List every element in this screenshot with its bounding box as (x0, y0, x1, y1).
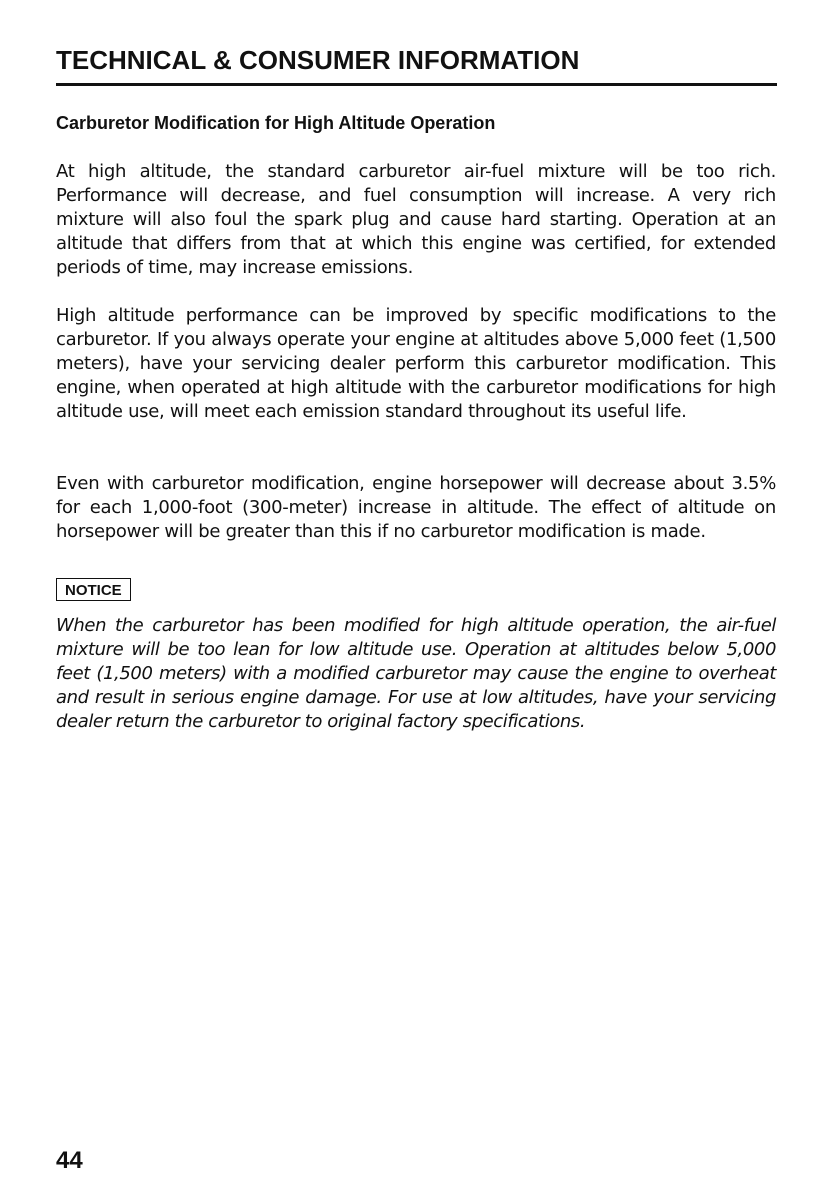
paragraph-horsepower-decrease: Even with carburetor modification, engine horsepower will decrease about 3.5% for each 1,000-foot (300-meter) increase in altitude. The effect of altitude on horsepower will be greater than this if no carburetor modification is made. (56, 473, 776, 542)
page-number: 44 (56, 1147, 83, 1174)
notice-text: When the carburetor has been modified for high altitude operation, the air-fuel mixture will be too lean for low altitude use. Operation at altitudes below 5,000 feet (1,500 meters) with a modified carburetor may cause the engine to overheat and result in serious engine damage. For use at low altitudes, have your servicing dealer return the carburetor to original factory specifications. (56, 615, 776, 732)
paragraph-high-altitude-effects: At high altitude, the standard carburetor air-fuel mixture will be too rich. Performance will decrease, and fuel consumption will increase. A very rich mixture will also foul the spark plug and cause hard starting. Operation at an altitude that differs from that at which this engine was certified, for extended periods of time, may increase emissions. (56, 161, 776, 278)
paragraph-carburetor-modification: High altitude performance can be improved by specific modifications to the carburetor. If you always operate your engine at altitudes above 5,000 feet (1,500 meters), have your servicing dealer perform this carburetor modification. This engine, when operated at high altitude with the carburetor modifications for high altitude use, will meet each emission standard throughout its useful life. (56, 305, 776, 422)
section-heading: Carburetor Modification for High Altitude Operation (56, 113, 496, 133)
title-divider (56, 83, 777, 86)
notice-badge: NOTICE (56, 578, 131, 601)
page-title: TECHNICAL & CONSUMER INFORMATION (56, 45, 580, 75)
